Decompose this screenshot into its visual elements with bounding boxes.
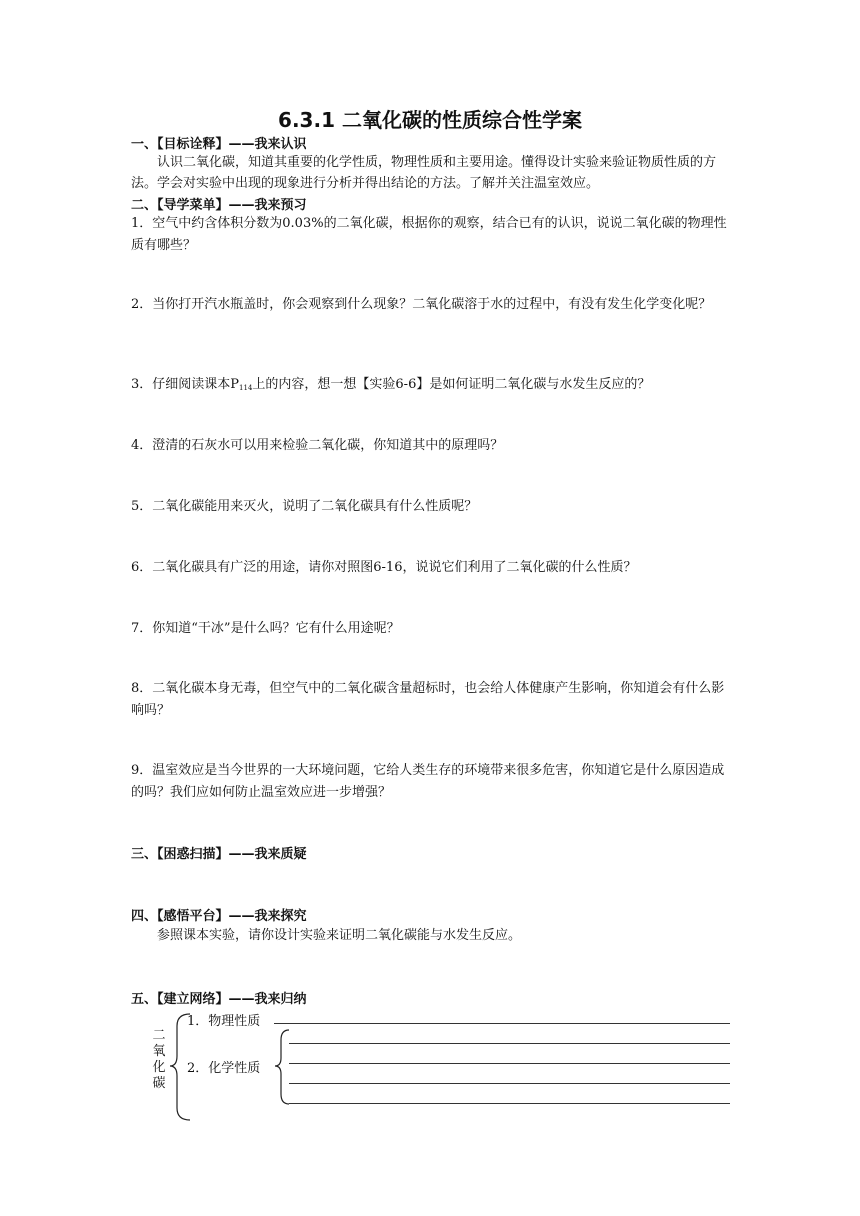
question-7: 7．你知道“干冰”是什么吗？它有什么用途呢？: [131, 621, 400, 636]
answer-line-chemical-1: [289, 1043, 730, 1044]
section-heading-explore: 四、【感悟平台】——我来探究: [131, 909, 307, 924]
question-3-part-a: 3．仔细阅读课本P: [131, 377, 240, 392]
explore-text: 参照课本实验，请你设计实验来证明二氧化碳能与水发生反应。: [157, 928, 522, 943]
network-root-char-1: 二: [152, 1028, 166, 1043]
question-1: 1．空气中约含体积分数为0.03%的二氧化碳，根据你的观察，结合已有的认识，说说二氧化碳的物理性质有哪些？: [131, 216, 727, 253]
section-heading-goals: 一、【目标诠释】——我来认识: [131, 137, 307, 152]
page-title: 6.3.1 二氧化碳的性质综合性学案: [278, 108, 582, 132]
section-heading-preview: 二、【导学菜单】——我来预习: [131, 198, 307, 213]
question-3-part-b: 上的内容，想一想【实验6-6】是如何证明二氧化碳与水发生反应的？: [252, 377, 651, 392]
question-6: 6．二氧化碳具有广泛的用途，请你对照图6-16，说说它们利用了二氧化碳的什么性质？: [131, 560, 637, 575]
answer-line-chemical-2: [289, 1063, 730, 1064]
question-8: 8．二氧化碳本身无毒，但空气中的二氧化碳含量超标时，也会给人体健康产生影响，你知道会有什么影响吗？: [131, 681, 725, 718]
network-item-chemical: 2．化学性质: [187, 1061, 261, 1076]
answer-line-physical: [274, 1023, 730, 1024]
question-9: 9．温室效应是当今世界的一大环境问题，它给人类生存的环境带来很多危害，你知道它是什么原因造成的吗？我们应如何防止温室效应进一步增强？: [131, 763, 725, 800]
question-4: 4．澄清的石灰水可以用来检验二氧化碳，你知道其中的原理吗？: [131, 438, 504, 453]
network-root-char-4: 碳: [152, 1076, 166, 1091]
question-5: 5．二氧化碳能用来灭火，说明了二氧化碳具有什么性质呢？: [131, 499, 478, 514]
network-root-char-2: 氧: [152, 1044, 166, 1059]
question-2: 2．当你打开汽水瓶盖时，你会观察到什么现象？二氧化碳溶于水的过程中，有没有发生化学变化呢？: [131, 297, 712, 312]
answer-line-chemical-3: [289, 1083, 730, 1084]
network-item-physical: 1．物理性质: [187, 1014, 261, 1029]
network-root-char-3: 化: [152, 1060, 166, 1075]
section-heading-doubts: 三、【困惑扫描】——我来质疑: [131, 847, 307, 862]
goals-text: 认识二氧化碳，知道其重要的化学性质，物理性质和主要用途。懂得设计实验来验证物质性质的方法。学会对实验中出现的现象进行分析并得出结论的方法。了解并关注温室效应。: [131, 155, 717, 191]
page-subscript: 114: [239, 384, 253, 392]
section-heading-network: 五、【建立网络】——我来归纳: [131, 992, 307, 1007]
inner-brace: [275, 1030, 289, 1104]
answer-line-chemical-4: [289, 1103, 730, 1104]
